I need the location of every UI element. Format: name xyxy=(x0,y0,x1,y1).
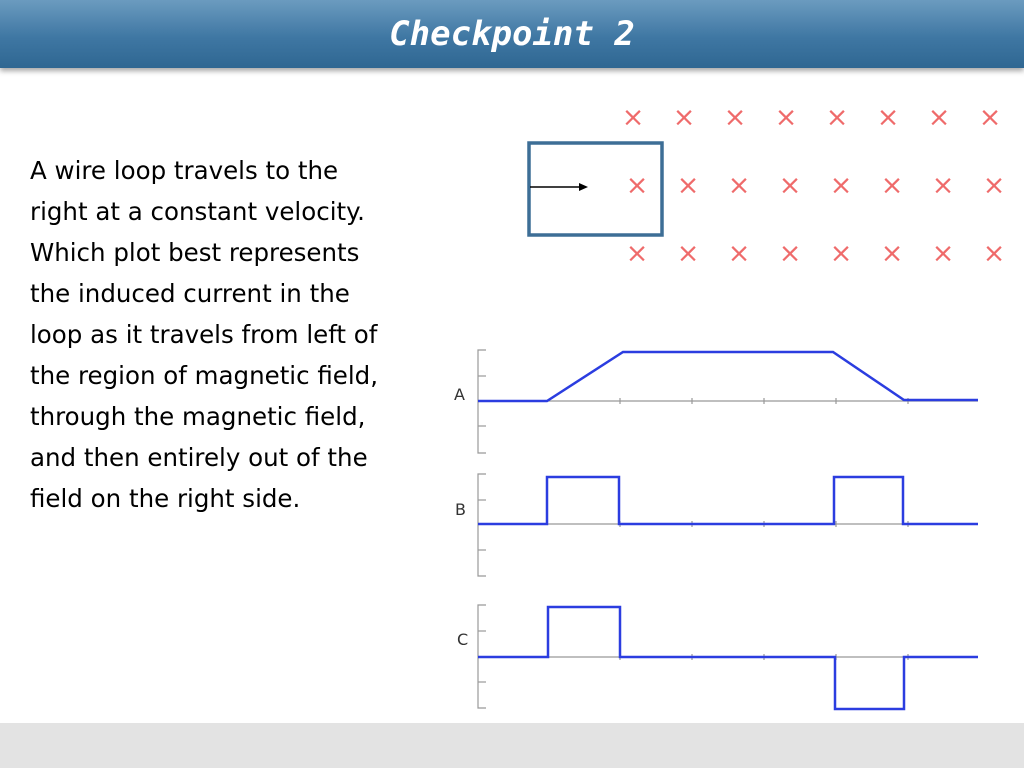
field-x-mark: × xyxy=(978,102,1002,133)
slide-title: Checkpoint 2 xyxy=(389,14,635,54)
field-x-mark: × xyxy=(727,238,751,269)
footer-bar xyxy=(0,723,1024,768)
question-line: right at a constant velocity. xyxy=(30,197,365,226)
plot-a xyxy=(454,350,978,453)
field-x-mark: × xyxy=(727,170,751,201)
magnetic-field-grid xyxy=(622,102,1006,269)
field-x-mark: × xyxy=(825,102,849,133)
field-x-mark: × xyxy=(829,238,853,269)
field-x-mark: × xyxy=(931,170,955,201)
field-x-mark: × xyxy=(778,238,802,269)
right-arrow-icon xyxy=(530,183,588,191)
plot-c xyxy=(457,605,978,709)
field-x-mark: × xyxy=(676,170,700,201)
plot-label-a: A xyxy=(454,385,465,404)
field-x-mark: × xyxy=(931,238,955,269)
question-line: the induced current in the xyxy=(30,279,350,308)
question-line: the region of magnetic field, xyxy=(30,361,379,390)
plot-a-curve xyxy=(478,352,978,401)
field-x-mark: × xyxy=(723,102,747,133)
question-line: through the magnetic field, xyxy=(30,402,366,431)
question-line: loop as it travels from left of xyxy=(30,320,378,349)
field-x-mark: × xyxy=(982,170,1006,201)
plot-c-curve xyxy=(478,607,978,709)
plot-label-b: B xyxy=(455,500,466,519)
question-line: A wire loop travels to the xyxy=(30,156,339,185)
field-x-mark: × xyxy=(982,238,1006,269)
plot-label-c: C xyxy=(457,630,469,649)
plot-b xyxy=(455,474,978,576)
question-line: field on the right side. xyxy=(30,484,301,513)
field-x-mark: × xyxy=(676,238,700,269)
field-x-mark: × xyxy=(625,238,649,269)
field-x-mark: × xyxy=(625,170,649,201)
field-x-mark: × xyxy=(621,102,645,133)
question-line: and then entirely out of the xyxy=(30,443,368,472)
plot-b-curve xyxy=(478,477,978,524)
question-line: Which plot best represents xyxy=(30,238,360,267)
field-x-mark: × xyxy=(774,102,798,133)
field-x-mark: × xyxy=(778,170,802,201)
field-x-mark: × xyxy=(829,170,853,201)
field-x-mark: × xyxy=(880,170,904,201)
field-x-mark: × xyxy=(880,238,904,269)
field-x-mark: × xyxy=(876,102,900,133)
plot-a-axis xyxy=(478,350,978,453)
field-x-mark: × xyxy=(672,102,696,133)
field-x-mark: × xyxy=(927,102,951,133)
